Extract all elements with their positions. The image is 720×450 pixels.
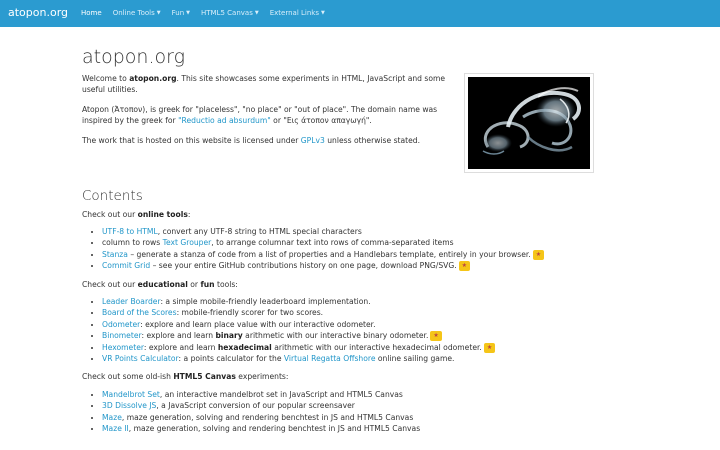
reductio-link[interactable]: "Reductio ad absurdum" — [178, 116, 271, 126]
text: : a points calculator for the — [178, 353, 284, 363]
list-item — [102, 389, 612, 400]
text: unless otherwise stated. — [324, 135, 421, 145]
maze-link[interactable]: Maze — [102, 412, 122, 422]
text: experiments: — [235, 372, 289, 382]
nav-online-tools[interactable] — [112, 8, 162, 19]
text: online sailing game. — [375, 353, 455, 363]
text: : a simple mobile-friendly leaderboard implementation. — [160, 296, 371, 306]
text: , maze generation, solving and rendering benchtest in JS and HTML5 Canvas — [121, 412, 414, 422]
leader-boarder-link[interactable]: Leader Boarder — [102, 296, 161, 306]
text: – see your entire GitHub contributions history on one page, download PNG/SVG. — [150, 261, 457, 271]
list-item — [102, 412, 612, 423]
text: Check out our — [82, 209, 138, 219]
contents-section — [82, 188, 612, 441]
text: . This site showcases some experiments in HTML, JavaScript and some useful utilities. — [82, 74, 446, 95]
nav-html5-canvas[interactable] — [200, 8, 260, 19]
text: : explore and learn place value with our interactive odometer. — [140, 319, 376, 329]
list-item — [102, 319, 612, 330]
list-item — [102, 260, 612, 271]
list-item — [102, 330, 612, 341]
contents-heading: Contents — [82, 188, 143, 204]
text: , a JavaScript conversion of our popular screensaver — [156, 401, 355, 411]
nav-fun-label: Fun — [171, 9, 185, 18]
fractal-image — [465, 74, 593, 172]
chevron-down-icon: ▼ — [320, 10, 325, 17]
nav-html5-canvas-label: HTML5 Canvas — [201, 9, 253, 18]
list-item — [102, 296, 612, 307]
page-title: atopon.org — [82, 46, 185, 68]
online-tools-list — [102, 226, 612, 272]
odometer-link[interactable]: Odometer — [102, 319, 141, 329]
mandelbrot-link[interactable]: Mandelbrot Set — [102, 389, 160, 399]
dissolve-js-link[interactable]: 3D Dissolve JS — [102, 401, 157, 411]
top-navbar — [0, 0, 720, 27]
stanza-link[interactable]: Stanza — [102, 249, 128, 259]
chevron-down-icon: ▼ — [156, 10, 161, 17]
text: tools: — [214, 279, 238, 289]
text: The work that is hosted on this website is licensed under — [82, 135, 301, 145]
star-icon: ★ — [430, 331, 441, 341]
nav-external-links-label: External Links — [269, 9, 319, 18]
text: Welcome to — [82, 74, 130, 83]
maze-ii-link[interactable]: Maze II — [102, 424, 129, 433]
text: , to arrange columnar text into rows of comma-separated items — [211, 238, 454, 248]
list-item — [102, 342, 612, 353]
text: : explore and learn — [141, 331, 216, 341]
text: , an interactive mandelbrot set in JavaScript and HTML5 Canvas — [159, 389, 403, 399]
text: or "Εις άτοπον απαγωγή". — [270, 116, 372, 126]
online-tools-lead — [82, 209, 612, 220]
canvas-list — [102, 389, 612, 435]
virtual-regatta-link[interactable]: Virtual Regatta Offshore — [283, 353, 376, 363]
commit-grid-link[interactable]: Commit Grid — [102, 261, 151, 271]
chevron-down-icon: ▼ — [186, 10, 190, 17]
text: arithmetic with our interactive binary odometer. — [242, 331, 429, 341]
star-icon: ★ — [459, 261, 470, 271]
chevron-down-icon: ▼ — [254, 10, 259, 17]
list-item — [102, 249, 612, 260]
list-item — [102, 307, 612, 318]
star-icon: ★ — [484, 343, 495, 353]
fractal-swirl-graphic — [468, 77, 590, 169]
list-item — [102, 226, 612, 237]
brand-link[interactable]: atopon.org — [8, 6, 69, 20]
text: Check out some old-ish — [82, 372, 174, 382]
text: : — [187, 209, 191, 219]
nav-home[interactable] — [80, 8, 103, 19]
intro-section — [82, 73, 452, 154]
hexometer-link[interactable]: Hexometer — [102, 342, 144, 352]
text: arithmetic with our interactive hexadecimal odometer. — [271, 342, 482, 352]
text: : mobile-friendly scorer for two scores. — [176, 308, 324, 318]
text: or — [187, 279, 201, 289]
gplv3-link[interactable]: GPLv3 — [300, 135, 325, 145]
intro-paragraph-3 — [82, 135, 452, 146]
fun-bold: fun — [200, 279, 215, 289]
nav-online-tools-label: Online Tools — [112, 9, 155, 18]
list-item — [102, 237, 612, 248]
text: Check out our — [82, 279, 138, 289]
text: , maze generation, solving and rendering benchtest in JS and HTML5 Canvas — [128, 424, 421, 433]
fun-tools-list — [102, 296, 612, 364]
html5-canvas-bold: HTML5 Canvas — [173, 372, 236, 382]
nav-fun[interactable] — [171, 8, 191, 19]
fun-tools-lead — [82, 279, 612, 290]
text: – generate a stanza of code from a list of properties and a Handlebars template, entirely in your browser. — [127, 249, 531, 259]
intro-paragraph-2 — [82, 104, 452, 127]
text: : explore and learn — [143, 342, 218, 352]
list-item — [102, 423, 612, 434]
canvas-lead — [82, 371, 612, 382]
educational-bold: educational — [137, 279, 188, 289]
hexadecimal-bold: hexadecimal — [217, 342, 272, 352]
star-icon: ★ — [533, 250, 544, 260]
site-name-bold: atopon.org — [129, 74, 177, 83]
list-item — [102, 400, 612, 411]
online-tools-bold: online tools — [137, 209, 188, 219]
nav-external-links[interactable] — [269, 8, 326, 19]
binary-bold: binary — [215, 331, 243, 341]
intro-paragraph-1 — [82, 73, 452, 96]
list-item — [102, 353, 612, 364]
text: column to rows — [102, 238, 163, 248]
text: , convert any UTF-8 string to HTML special characters — [157, 226, 362, 236]
binometer-link[interactable]: Binometer — [102, 331, 142, 341]
vr-points-calculator-link[interactable]: VR Points Calculator — [102, 353, 179, 363]
nav-home-label: Home — [81, 9, 102, 18]
text-grouper-link[interactable]: Text Grouper — [162, 238, 212, 248]
text: Atopon (Άτοπον), is greek for "placeless", "no place" or "out of place". The domain name was inspired by the greek for — [82, 104, 438, 126]
board-of-scores-link[interactable]: Board of the Scores — [102, 308, 177, 318]
utf8-to-html-link[interactable]: UTF-8 to HTML — [102, 226, 158, 236]
